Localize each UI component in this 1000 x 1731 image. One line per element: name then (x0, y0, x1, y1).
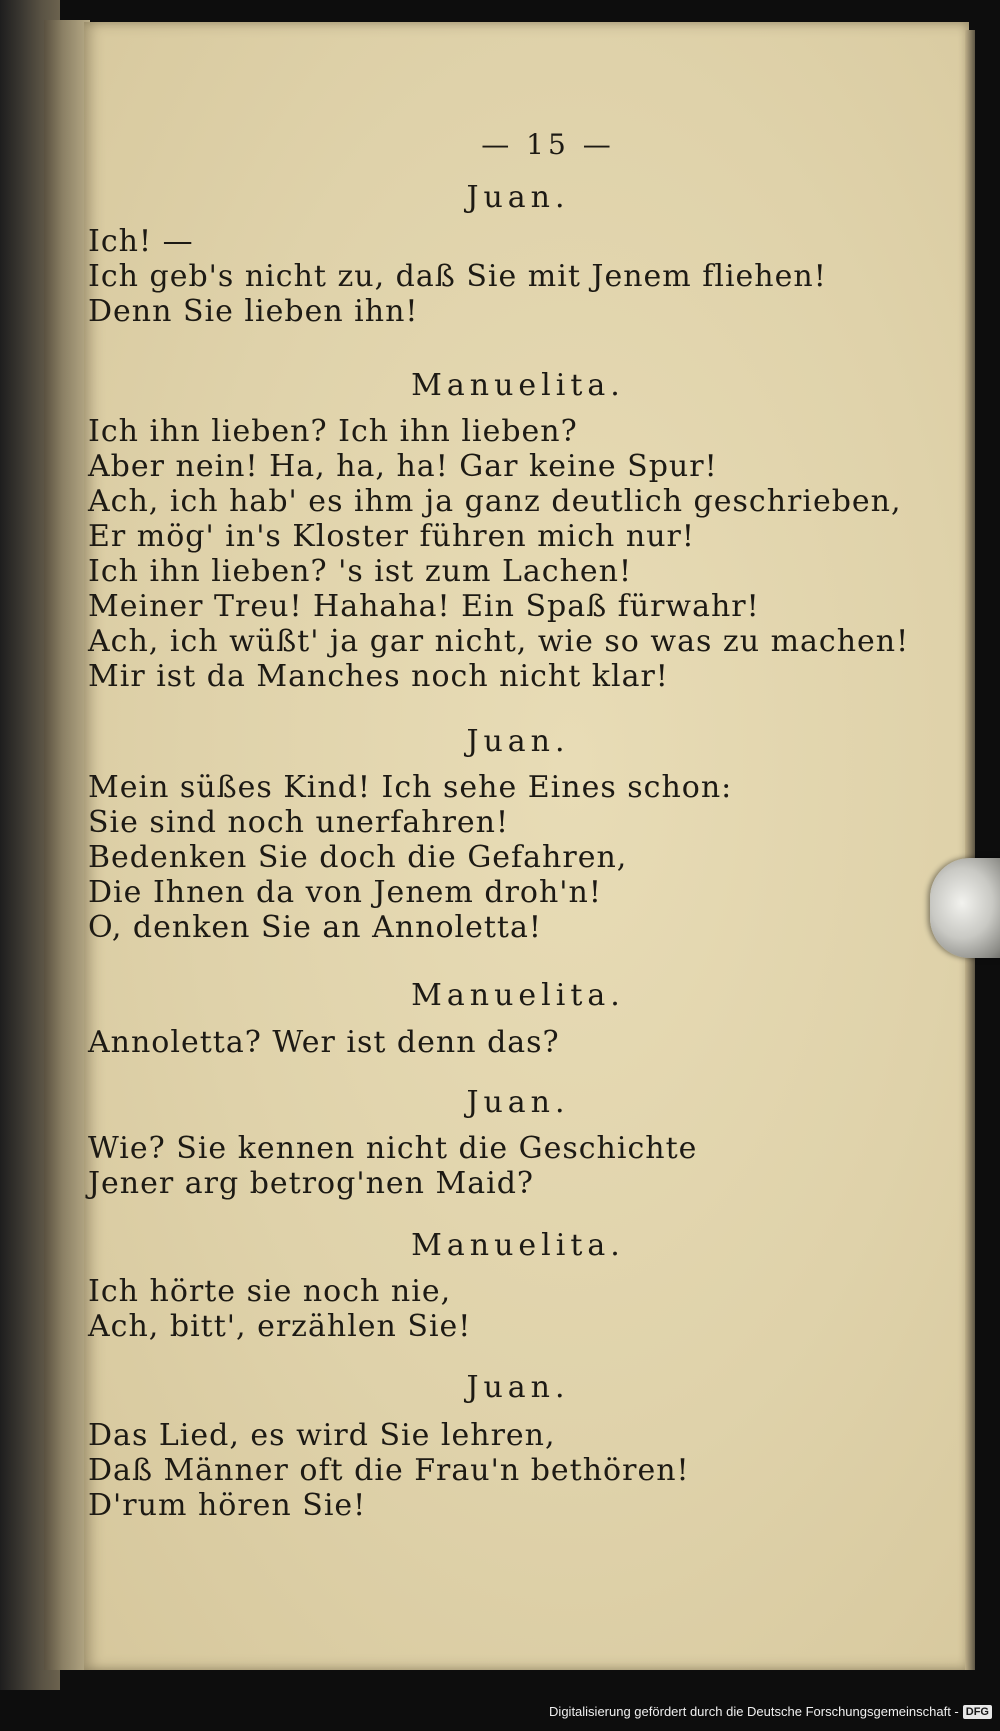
verse-line: Er mög' in's Kloster führen mich nur! (88, 519, 695, 554)
verse-line: Die Ihnen da von Jenem droh'n! (88, 875, 602, 910)
funding-credit: Digitalisierung gefördert durch die Deutsche Forschungsgemeinschaft - (549, 1704, 959, 1719)
speaker-name: Manuelita. (411, 368, 625, 403)
speaker-name: Manuelita. (411, 1228, 625, 1263)
verse-line: Ich ihn lieben? Ich ihn lieben? (88, 414, 578, 449)
speaker-name: Juan. (466, 1370, 570, 1405)
verse-line: Ach, bitt', erzählen Sie! (88, 1309, 472, 1344)
verse-line: O, denken Sie an Annoletta! (88, 910, 542, 945)
verse-line: Mein süßes Kind! Ich sehe Eines schon: (88, 770, 733, 805)
verse-line: Annoletta? Wer ist denn das? (88, 1025, 560, 1060)
speaker-name: Juan. (466, 1085, 570, 1120)
page-number: — 15 — (481, 128, 615, 161)
verse-line: D'rum hören Sie! (88, 1488, 367, 1523)
page-clip (930, 858, 1000, 958)
verse-line: Ich geb's nicht zu, daß Sie mit Jenem fliehen! (88, 259, 827, 294)
verse-line: Wie? Sie kennen nicht die Geschichte (88, 1131, 698, 1166)
speaker-name: Manuelita. (411, 978, 625, 1013)
speaker-name: Juan. (466, 724, 570, 759)
verse-line: Bedenken Sie doch die Gefahren, (88, 840, 628, 875)
speaker-name: Juan. (466, 180, 570, 215)
verse-line: Sie sind noch unerfahren! (88, 805, 510, 840)
dfg-logo: DFG (963, 1705, 992, 1719)
verse-line: Ich ihn lieben? 's ist zum Lachen! (88, 554, 633, 589)
page-right-edge (965, 30, 975, 1670)
verse-line: Ich hörte sie noch nie, (88, 1274, 452, 1309)
verse-line: Jener arg betrog'nen Maid? (88, 1166, 534, 1201)
verse-line: Meiner Treu! Hahaha! Ein Spaß fürwahr! (88, 589, 760, 624)
verse-line: Das Lied, es wird Sie lehren, (88, 1418, 556, 1453)
digitization-footer (549, 1704, 992, 1719)
verse-line: Daß Männer oft die Frau'n bethören! (88, 1453, 690, 1488)
verse-line: Ich! — (88, 224, 194, 259)
verse-line: Mir ist da Manches noch nicht klar! (88, 659, 669, 694)
verse-line: Ach, ich hab' es ihm ja ganz deutlich geschrieben, (88, 484, 902, 519)
verse-line: Ach, ich wüßt' ja gar nicht, wie so was zu machen! (88, 624, 910, 659)
verse-line: Aber nein! Ha, ha, ha! Gar keine Spur! (88, 449, 718, 484)
verse-line: Denn Sie lieben ihn! (88, 294, 419, 329)
